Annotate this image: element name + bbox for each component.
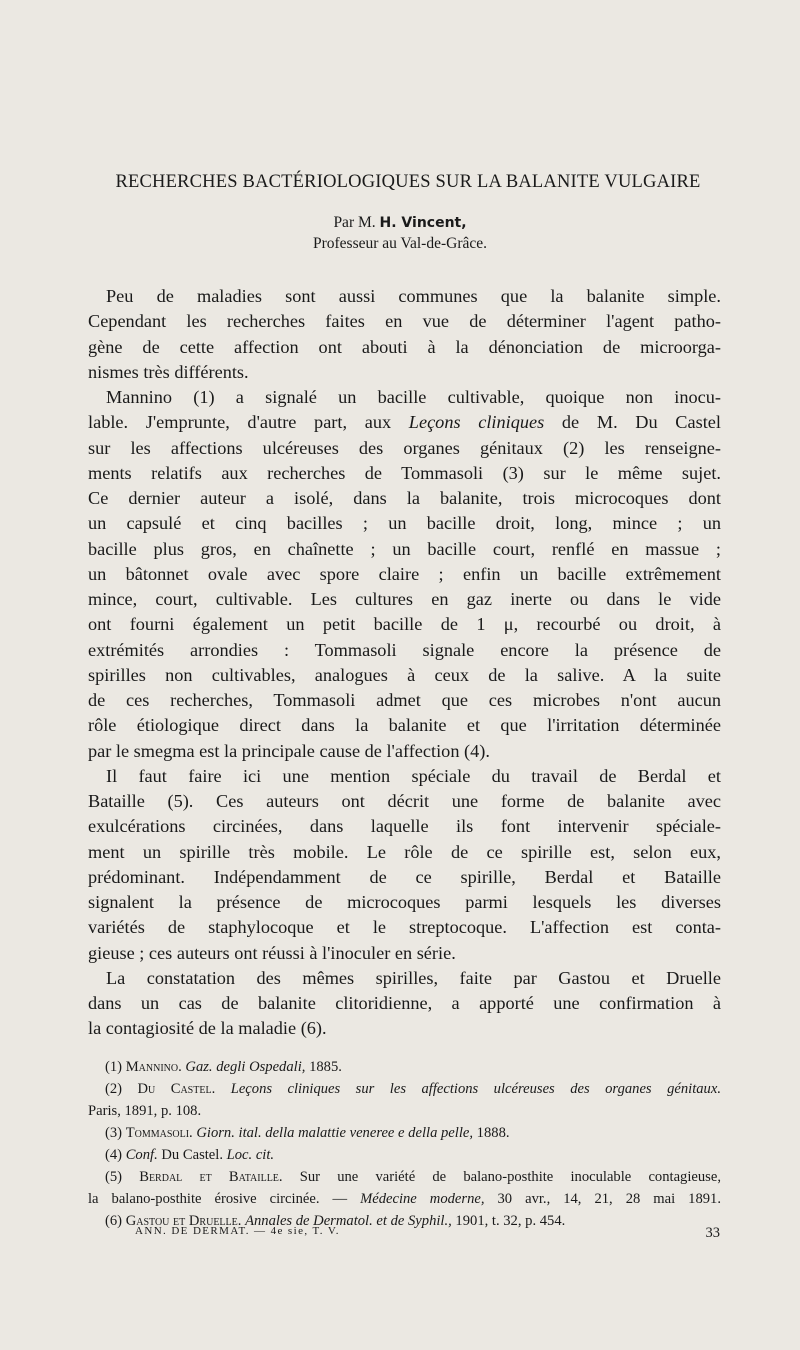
body-line: nismes très différents. (88, 361, 249, 382)
body-line: prédominant. Indépendamment de ce spirille, Berdal et Bataille (88, 866, 721, 887)
body-line: un bâtonnet ovale avec spore claire ; enfin un bacille extrêmement (88, 563, 721, 584)
footnote-continuation: la balano-posthite érosive circinée. — Médecine moderne, 30 avr., 14, 21, 28 mai 1891. (88, 1191, 722, 1207)
body-line: ont fourni également un petit bacille de 1 μ, recourbé ou droit, à (88, 614, 721, 635)
body-line: par le smegma est la principale cause de l'affection (4). (88, 740, 490, 761)
body-line: Peu de maladies sont aussi communes que la balanite simple. (106, 286, 721, 306)
body-line: exulcérations circinées, dans laquelle ils font intervenir spéciale- (88, 816, 721, 837)
body-line: ment un spirille très mobile. Le rôle de ce spirille est, selon eux, (88, 841, 721, 862)
body-line: dans un cas de balanite clitoridienne, a apporté une confirmation à (88, 993, 721, 1013)
byline (0, 214, 800, 232)
body-line: extrémités arrondies : Tommasoli signale encore la présence de (88, 639, 721, 660)
body-line: de ces recherches, Tommasoli admet que ces microbes n'ont aucun (88, 690, 721, 710)
body-line: Mannino (1) a signalé un bacille cultivable, quoique non inocu- (106, 387, 721, 407)
body-line: spirilles non cultivables, analogues à ceux de la salive. A la suite (88, 664, 721, 685)
running-head: ANN. DE DERMAT. — 4e sie, T. V. (135, 1225, 340, 1237)
body-line: Il faut faire ici une mention spéciale du travail de Berdal et (106, 765, 721, 786)
italic-title: Leçons cliniques (408, 412, 545, 433)
footnote: (5) Berdal et Bataille. Sur une variété de balano-posthite inoculable contagieuse, (105, 1169, 721, 1185)
body-line: Ce dernier auteur a isolé, dans la balanite, trois microcoques dont (88, 488, 721, 508)
body-line: ments relatifs aux recherches de Tommasoli (3) sur le même sujet. (88, 462, 721, 483)
body-line: gieuse ; ces auteurs ont réussi à l'inoculer en série. (88, 942, 456, 963)
footnote: (4) Conf. Du Castel. Loc. cit. (105, 1147, 275, 1163)
body-line: lable. J'emprunte, d'autre part, aux Leçons cliniques de M. Du Castel (88, 412, 721, 433)
body-line: signalent la présence de microcoques parmi lesquels les diverses (88, 892, 721, 912)
page-number: 33 (705, 1225, 720, 1241)
footnote: (3) Tommasoli. Giorn. ital. della malattie veneree e della pelle, 1888. (105, 1125, 510, 1141)
body-text (88, 284, 721, 1042)
body-line: Bataille (5). Ces auteurs ont décrit une forme de balanite avec (88, 791, 721, 811)
page-footer (135, 1225, 720, 1242)
body-line: Cependant les recherches faites en vue de déterminer l'agent patho- (88, 311, 721, 332)
body-line: un capsulé et cinq bacilles ; un bacille droit, long, mince ; un (88, 513, 721, 534)
body-line: rôle étiologique direct dans la balanite et que l'irritation déterminée (88, 715, 721, 736)
footnote: (6) Gastou et Druelle. Annales de Dermatol. et de Syphil., 1901, t. 32, p. 454. (105, 1213, 566, 1229)
body-line: gène de cette affection ont abouti à la dénonciation de microorga- (88, 336, 721, 357)
article-title: RECHERCHES BACTÉRIOLOGIQUES SUR LA BALANITE VULGAIRE (115, 172, 701, 192)
author-name: H. Vincent, (379, 215, 467, 231)
footnote: (2) Du Castel. Leçons cliniques sur les affections ulcéreuses des organes génitaux. (105, 1081, 721, 1097)
body-line: bacille plus gros, en chaînette ; un bacille court, renflé en massue ; (88, 538, 721, 559)
footnotes (88, 1056, 721, 1232)
footnote-continuation: Paris, 1891, p. 108. (88, 1103, 202, 1119)
byline-prefix: Par M. (333, 214, 376, 231)
body-line: la contagiosité de la maladie (6). (88, 1018, 327, 1039)
body-line: variétés de staphylocoque et le streptocoque. L'affection est conta- (88, 917, 721, 938)
body-line: sur les affections ulcéreuses des organes génitaux (2) les renseigne- (88, 437, 721, 458)
body-line: La constatation des mêmes spirilles, faite par Gastou et Druelle (106, 967, 721, 988)
body-line: mince, court, cultivable. Les cultures en gaz inerte ou dans le vide (88, 589, 721, 609)
footnote: (1) Mannino. Gaz. degli Ospedali, 1885. (105, 1059, 342, 1075)
author-affiliation: Professeur au Val-de-Grâce. (312, 235, 487, 252)
